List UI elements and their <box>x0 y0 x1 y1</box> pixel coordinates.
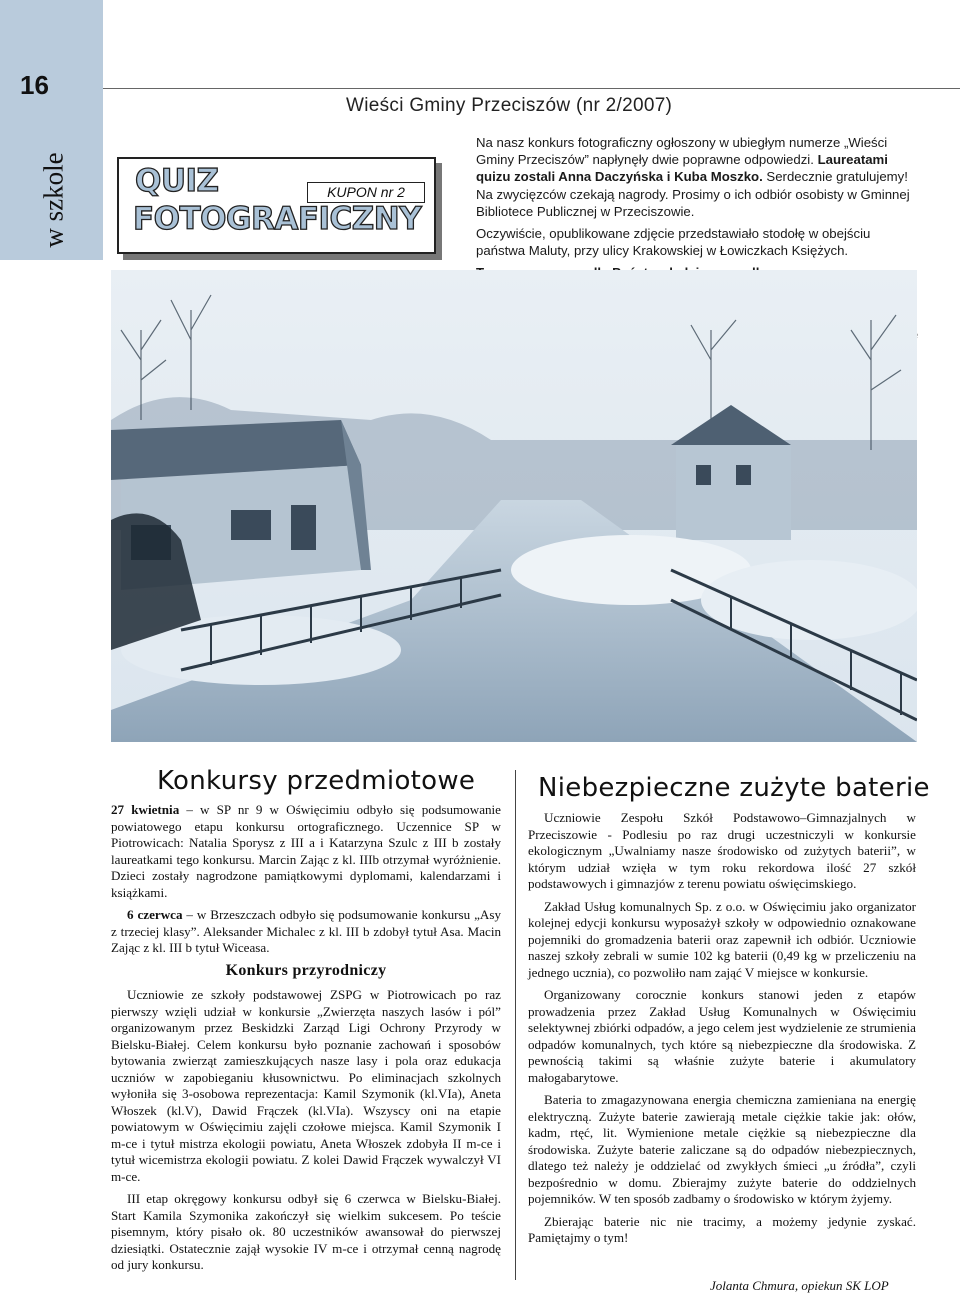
intro-winners: Laureatami quizu zostali Anna Daczyńska i Kuba Moszko. <box>476 152 888 185</box>
coupon-label: KUPON nr 2 <box>307 182 425 203</box>
sidebar-band <box>0 0 103 260</box>
left-paragraph <box>111 802 501 901</box>
left-text: – w Brzeszczach odbyło się podsumowanie konkursu „Asy z trzeciej klasy”. Aleksander Michalec z kl. III b zdobył tytuł Asa. Macin Zając z kl. III b tytuł Wiceasa. <box>111 907 501 955</box>
right-paragraph: Bateria to zmagazynowana energia chemiczna zamieniana na energię elektryczną. Zużyte baterie zawierają metale ciężkie takie jak: ołów, kadm, rtęć, lit. Wymienione metale ciężkie są niebezpieczne dla środowiska. Zużyte baterie zaliczane są do odpadów niebezpiecznych, dlatego też należy je oddzielać od zwykłych śmieci „u źródła”, czyli bezpośrednio w domu. Zbierajmy zużyte baterie do oddzielnych pojemników. W ten sposób zadbamy o środowisko w którym żyjemy. <box>528 1092 916 1206</box>
section-label <box>34 140 74 260</box>
quiz-title-box <box>117 157 436 254</box>
left-article-title: Konkursy przedmiotowe <box>157 766 476 796</box>
left-date: 6 czerwca <box>127 907 183 922</box>
right-article-body <box>528 810 916 1253</box>
left-paragraph <box>111 907 501 957</box>
right-signature: Jolanta Chmura, opiekun SK LOP <box>710 1278 889 1293</box>
column-divider <box>515 770 516 1280</box>
right-paragraph: Zbierając baterie nic nie tracimy, a możemy jedynie zyskać. Pamiętajmy o tym! <box>528 1213 916 1245</box>
intro-text: Na nasz konkurs fotograficzny ogłoszony w ubiegłym numerze „Wieści Gminy Przeciszów” napłynęły dwie poprawne odpowiedzi. <box>476 135 888 168</box>
photo-icon <box>111 270 917 742</box>
right-paragraph: Organizowany corocznie konkurs stanowi jeden z etapów prowadzenia przez Zakład Usług Komunalnych w Oświęcimiu selektywnej zbiórki odpadów, a jego celem jest wydzielenie ze strumienia odpadów komunalnych, tych które są niebezpieczne dla środowiska. Z pewnością takimi są właśnie zużyte baterie i akumulatory małogabarytowe. <box>528 987 916 1085</box>
left-date: 27 kwietnia <box>111 802 180 817</box>
left-paragraph: III etap okręgowy konkursu odbył się 6 czerwca w Bielsku-Białej. Start Kamila Szymonika zakończył się wielkim sukcesem. Po teście pisemnym, który pisało ok. 80 uczestników awansował do pierwszej dziesiątki. Ostatecznie zajął wysokie IV m-ce i otrzymał cenną nagrodę od jury konkursu. <box>111 1191 501 1272</box>
intro-text: Serdecznie gratulujemy! Na zwycięzców czekają nagrody. Prosimy o ich odbiór osobisty w Gminnej Bibliotece Publicznej w Przeciszowie. <box>476 169 910 219</box>
left-paragraph: Uczniowie ze szkoły podstawowej ZSPG w Piotrowicach po raz pierwszy wzięli udział w konkursie „Zwierzęta naszych lasów i pól” organizowanym przez Beskidzki Zarząd Ligi Ochrony Przyrody w Bielsku-Białej. Celem konkursu było poznanie zachowań i sposobów bytowania zwierząt zamieszkujących nasze lasy i pola oraz edukacja uczniów w zapobieganiu kłusownictwu. Po eliminacjach szkolnych wyłoniła się 3-osobowa reprezentacja: Kamil Szymonik (kl.VIa), Aneta Włoszek (kl.V), Dawid Frączek (kl.VIa). Wszyscy oni na etapie powiatowym w Oświęcimiu zajęli czołowe miejsca. Kamil Szymonik I m-ce i tytuł mistrza ekologii powiatu, Aneta Włoszek zdobyła II m-ce i tytuł wicemistrza ekologii powiatu. Z kolei Dawid Frączek wywalczył VI m-ce. <box>111 987 501 1184</box>
right-paragraph: Uczniowie Zespołu Szkół Podstawowo–Gimnazjalnych w Przeciszowie - Podlesiu po raz drugi uczestniczyli w konkursie ekologicznym „Uwalniamy nasze środowisko od zużytych baterii”, w którym udział wzięła w tym roku rekordowa ilość 27 szkół podstawowych i gimnazjów z terenu powiatu oświęcimskiego. <box>528 810 916 891</box>
quiz-title-line2: FOTOGRAFICZNY <box>133 201 422 237</box>
left-subtitle: Konkurs przyrodniczy <box>225 961 387 979</box>
quiz-photo <box>111 270 917 742</box>
header-rule <box>103 88 960 89</box>
intro-paragraph <box>476 134 918 220</box>
running-head: Wieści Gminy Przeciszów (nr 2/2007) <box>346 95 673 116</box>
intro-answer: Oczywiście, opublikowane zdjęcie przedstawiało stodołę w obejściu państwa Maluty, przy ulicy Krakowskiej w Łowiczkach Księżych. <box>476 226 871 259</box>
page-number: 16 <box>20 70 49 100</box>
section-label-text: w szkole <box>38 152 69 248</box>
right-article-title: Niebezpieczne zużyte baterie <box>538 773 930 803</box>
right-paragraph: Zakład Usług komunalnych Sp. z o.o. w Oświęcimiu jako organizator kolejnej edycji konkursu wyposażył szkoły w odpowiednio oznakowane pojemniki do gromadzenia baterii oraz zapewnił ich odbiór. Uczniowie naszej szkoły zebrali w sumie 102 kg baterii (0,49 kg w przeliczeniu na jednego ucznia), co pozwoliło nam zająć V miejsce w konkursie. <box>528 898 916 980</box>
quiz-title-line1: QUIZ <box>135 163 219 199</box>
left-article-body <box>111 802 501 1280</box>
left-text: – w SP nr 9 w Oświęcimiu odbyło się podsumowanie powiatowego etapu konkursu ortograficznego. Uczennice SP w Piotrowicach: Natalia Sporysz z III a i Katarzyna Szulc z III b zostały laureatkami tego konkursu. Marcin Zając z kl. IIIb otrzymał wyróżnienie. Dzieci zostały nagrodzone pamiątkowymi dyplomami, kalendarzami i książkami. <box>111 802 501 900</box>
